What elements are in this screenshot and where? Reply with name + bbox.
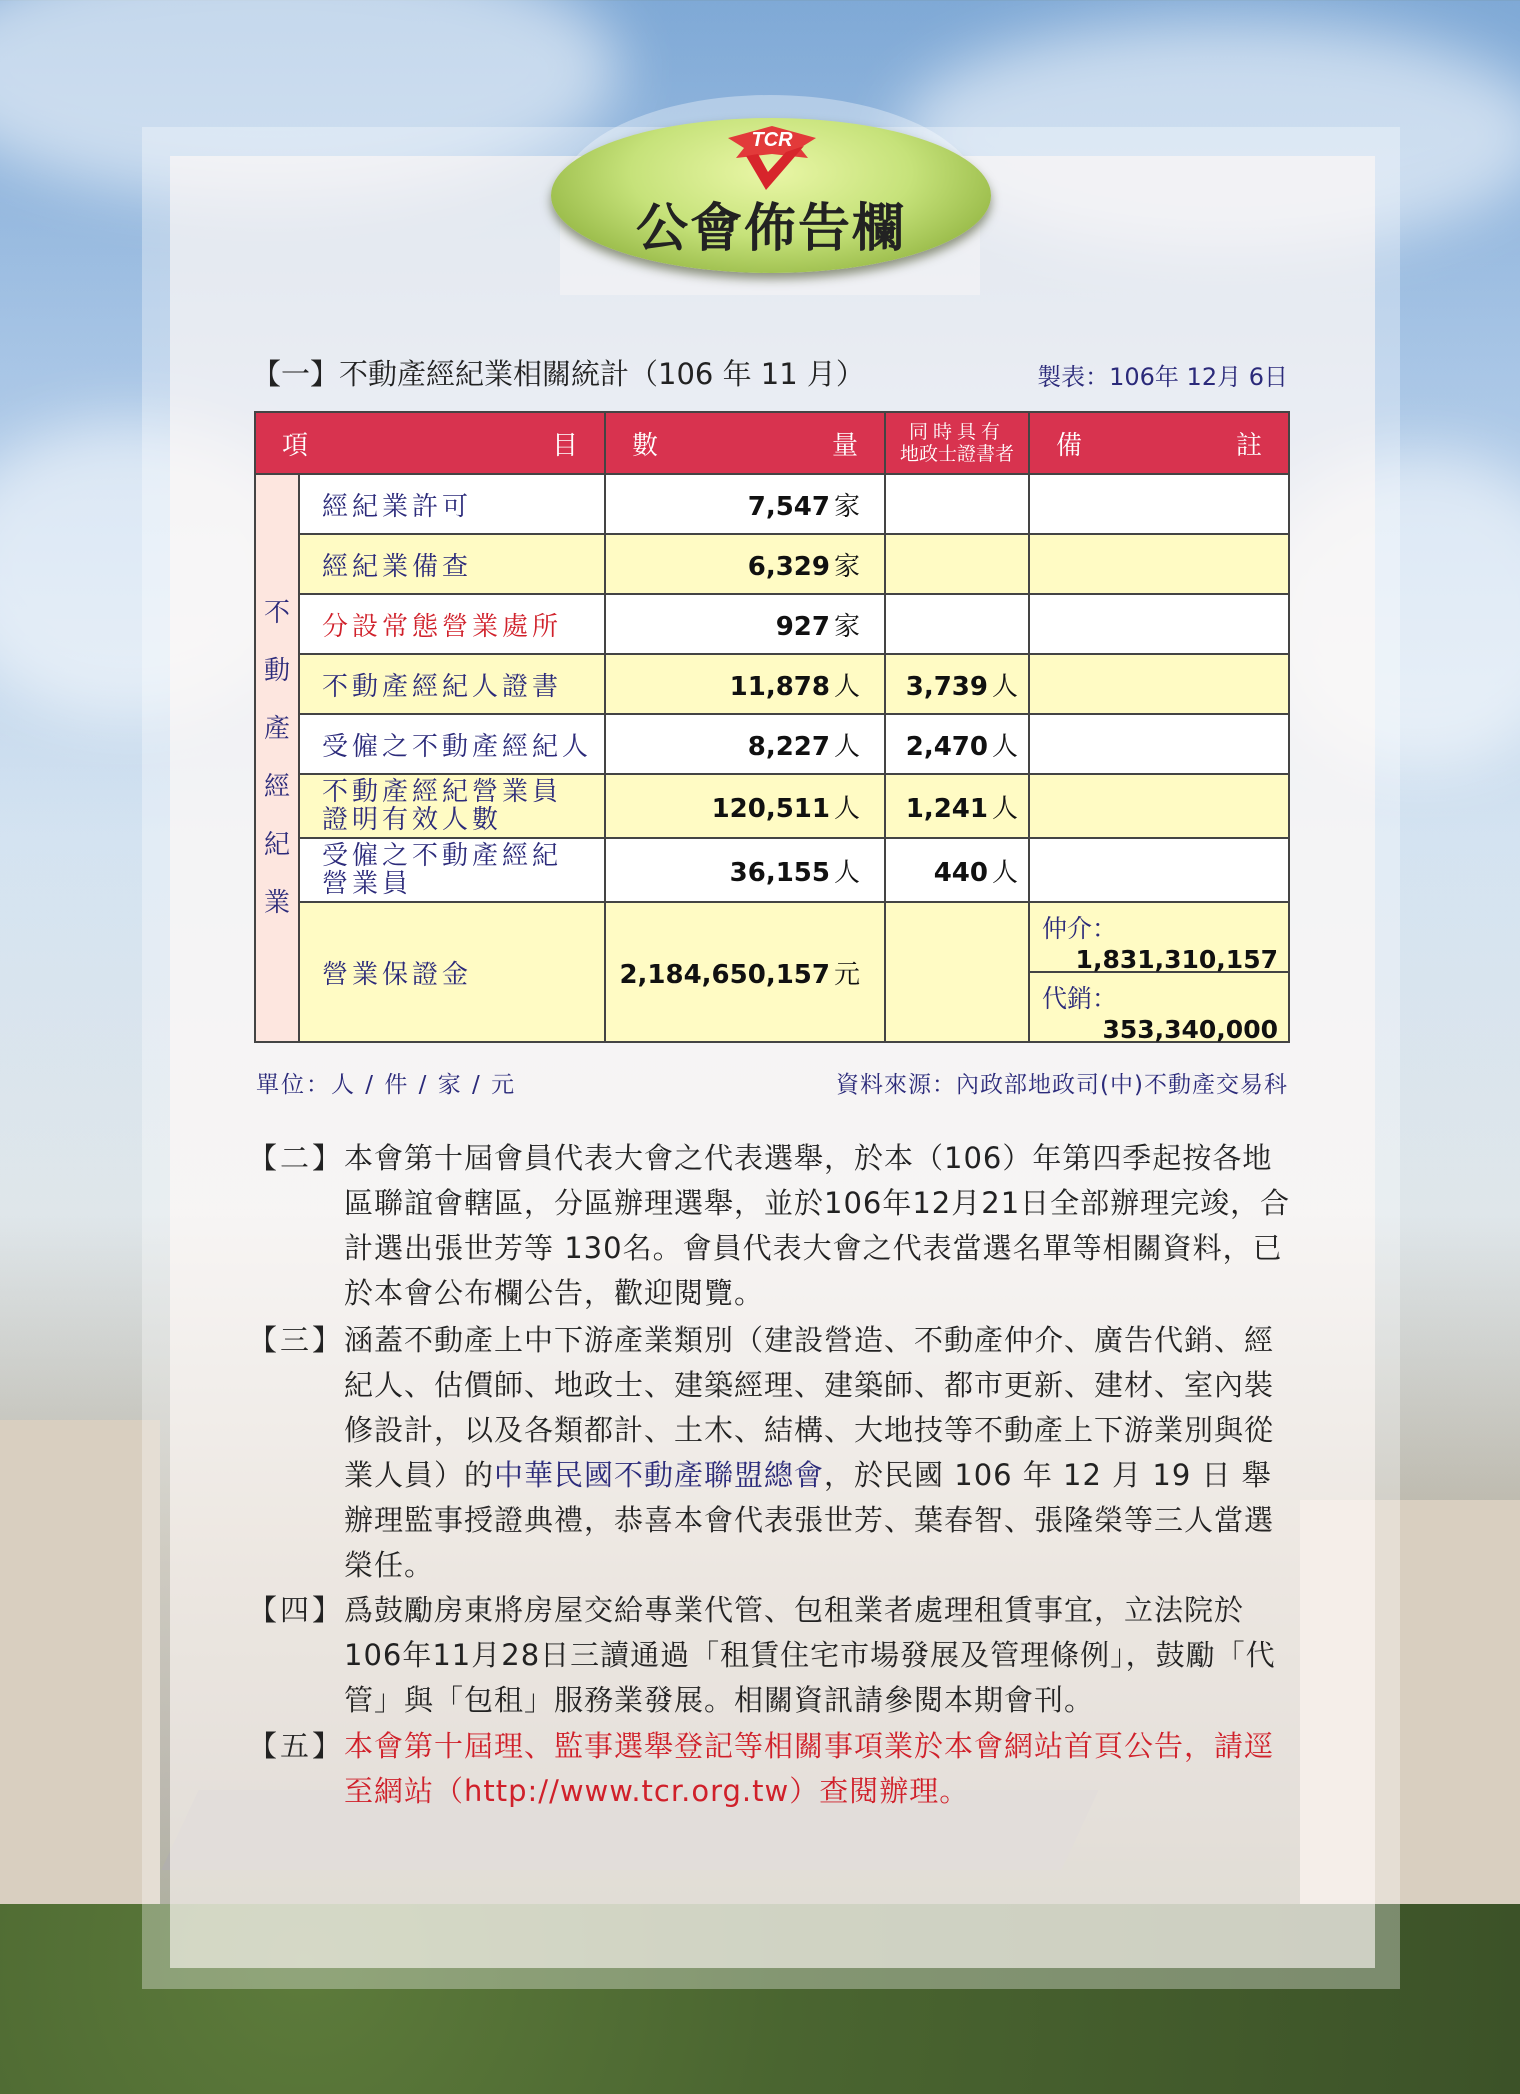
section4-bracket: 【四】 bbox=[248, 1593, 345, 1627]
section3 bbox=[248, 1318, 1293, 1588]
group-label bbox=[255, 474, 299, 1042]
header-qty-left: 數 bbox=[632, 430, 659, 461]
note-value: 1,831,310,157 bbox=[1075, 945, 1278, 974]
section3-text bbox=[344, 1318, 1293, 1588]
row-qty bbox=[605, 774, 885, 838]
qty-value: 36,155 bbox=[729, 857, 830, 888]
row-qty bbox=[605, 474, 885, 534]
qty-unit: 人 bbox=[833, 793, 860, 824]
qty-value: 927 bbox=[775, 611, 830, 642]
row-item: 受僱之不動產經紀人 bbox=[299, 714, 605, 774]
row-item-line: 證明有效人數 bbox=[322, 805, 503, 835]
qty-unit: 元 bbox=[833, 959, 860, 990]
both-value: 3,739 bbox=[905, 671, 988, 702]
row-note bbox=[1029, 594, 1289, 654]
qty-value: 120,511 bbox=[711, 793, 830, 824]
section2-text: 本會第十屆會員代表大會之代表選舉，於本（106）年第四季起按各地區聯誼會轄區，分區辦理選舉，並於106年12月21日全部辦理完竣，合計選出張世芳等 130名。會員代表大會之代表當選名單等相關資料，已於本會公布欄公告，歡迎閱覽。 bbox=[344, 1141, 1291, 1310]
section5-text: 本會第十屆理、監事選舉登記等相關事項業於本會網站首頁公告，請逕至網站（http://www.tcr.org.tw）查閱辦理。 bbox=[344, 1729, 1275, 1808]
header-item-left: 項 bbox=[282, 430, 309, 461]
table-header-row bbox=[255, 412, 1289, 474]
row-note bbox=[1029, 714, 1289, 774]
section3-text-after: ，於民國 106 年 12 月 19 日 舉辦理監事授證典禮，恭喜本會代表張世芳、葉春智、張隆榮等三人當選榮任。 bbox=[344, 1458, 1275, 1582]
row-item: 經紀業許可 bbox=[299, 474, 605, 534]
qty-unit: 家 bbox=[833, 551, 860, 582]
table-row bbox=[255, 714, 1289, 774]
group-label-char: 經 bbox=[263, 772, 290, 802]
section4-text: 爲鼓勵房東將房屋交給專業代管、包租業者處理租賃事宜，立法院於106年11月28日三讀通過「租賃住宅市場發展及管理條例」，鼓勵「代管」與「包租」服務業發展。相關資訊請參閱本期會刊。 bbox=[344, 1593, 1276, 1717]
both-unit: 人 bbox=[991, 793, 1018, 824]
section5-bracket: 【五】 bbox=[248, 1729, 345, 1763]
row-both bbox=[885, 774, 1029, 838]
header-note-left: 備 bbox=[1056, 430, 1083, 461]
row-item bbox=[299, 774, 605, 838]
section4 bbox=[248, 1588, 1293, 1723]
qty-unit: 人 bbox=[833, 857, 860, 888]
row-item-line: 受僱之不動產經紀 bbox=[322, 841, 563, 871]
section2-bracket: 【二】 bbox=[248, 1141, 345, 1175]
both-value: 440 bbox=[933, 857, 988, 888]
table-row bbox=[255, 774, 1289, 838]
section1-title: 【一】不動產經紀業相關統計（106 年 11 月） bbox=[252, 357, 865, 391]
section3-org-name: 中華民國不動產聯盟總會 bbox=[494, 1458, 825, 1492]
group-label-char: 紀 bbox=[263, 830, 290, 860]
row-both bbox=[885, 654, 1029, 714]
header-note bbox=[1029, 412, 1289, 474]
row-both bbox=[885, 714, 1029, 774]
header-qty-right: 量 bbox=[831, 430, 858, 461]
row-item: 分設常態營業處所 bbox=[299, 594, 605, 654]
qty-value: 8,227 bbox=[747, 731, 830, 762]
group-label-char: 動 bbox=[263, 656, 290, 686]
row-item: 不動產經紀人證書 bbox=[299, 654, 605, 714]
row-both bbox=[885, 902, 1029, 1042]
row-qty bbox=[605, 838, 885, 902]
row-both bbox=[885, 534, 1029, 594]
row-both bbox=[885, 838, 1029, 902]
header-both-line2: 地政士證書者 bbox=[899, 443, 1014, 465]
board-title: 公會佈告欄 bbox=[635, 199, 906, 259]
both-value: 2,470 bbox=[905, 731, 988, 762]
section2 bbox=[248, 1136, 1293, 1316]
made-date: 製表：106年 12月 6日 bbox=[1037, 363, 1288, 391]
qty-value: 2,184,650,157 bbox=[619, 959, 830, 990]
row-note bbox=[1029, 902, 1289, 1042]
table-row bbox=[255, 594, 1289, 654]
header-both bbox=[885, 412, 1029, 474]
table-row-bond bbox=[255, 902, 1289, 1042]
note-value: 353,340,000 bbox=[1102, 1015, 1278, 1044]
house-background bbox=[0, 1420, 160, 1980]
row-both bbox=[885, 474, 1029, 534]
table-row bbox=[255, 534, 1289, 594]
qty-unit: 人 bbox=[833, 671, 860, 702]
row-note bbox=[1029, 534, 1289, 594]
row-note bbox=[1029, 654, 1289, 714]
header-note-right: 註 bbox=[1235, 430, 1262, 461]
statistics-table bbox=[254, 411, 1290, 1043]
row-qty bbox=[605, 902, 885, 1042]
note-brokerage bbox=[1030, 903, 1288, 973]
tcr-logo-text: TCR bbox=[751, 129, 793, 151]
header-qty bbox=[605, 412, 885, 474]
row-note bbox=[1029, 774, 1289, 838]
note-label: 仲介： bbox=[1042, 914, 1118, 943]
qty-unit: 家 bbox=[833, 611, 860, 642]
row-both bbox=[885, 594, 1029, 654]
both-unit: 人 bbox=[991, 671, 1018, 702]
note-agency bbox=[1030, 973, 1288, 1044]
row-qty bbox=[605, 534, 885, 594]
group-label-char: 不 bbox=[263, 598, 290, 628]
table-row bbox=[255, 654, 1289, 714]
table-row bbox=[255, 474, 1289, 534]
qty-value: 11,878 bbox=[729, 671, 830, 702]
header-both-line1: 同時具有 bbox=[908, 421, 1005, 443]
qty-value: 6,329 bbox=[747, 551, 830, 582]
row-item-line: 不動產經紀營業員 bbox=[322, 777, 563, 807]
header-item-right: 目 bbox=[551, 430, 578, 461]
row-qty bbox=[605, 714, 885, 774]
qty-value: 7,547 bbox=[747, 491, 830, 522]
section3-bracket: 【三】 bbox=[248, 1323, 345, 1357]
both-unit: 人 bbox=[991, 857, 1018, 888]
unit-text: 單位：人 / 件 / 家 / 元 bbox=[256, 1072, 517, 1098]
row-note bbox=[1029, 474, 1289, 534]
both-value: 1,241 bbox=[905, 793, 988, 824]
row-item bbox=[299, 838, 605, 902]
note-label: 代銷： bbox=[1042, 984, 1118, 1013]
tcr-logo bbox=[712, 124, 832, 194]
section3-text-before: 涵蓋不動產上中下游產業類別（建設營造、不動產仲介、廣告代銷、經紀人、估價師、地政士、建築經理、建築師、都市更新、建材、室內裝修設計，以及各類都計、土木、結構、大地技等不動產上下游業別與從業人員）的 bbox=[344, 1323, 1275, 1492]
row-item: 經紀業備查 bbox=[299, 534, 605, 594]
row-item: 營業保證金 bbox=[299, 902, 605, 1042]
header-item bbox=[255, 412, 605, 474]
row-qty bbox=[605, 594, 885, 654]
both-unit: 人 bbox=[991, 731, 1018, 762]
row-qty bbox=[605, 654, 885, 714]
source-text: 資料來源：內政部地政司(中)不動產交易科 bbox=[836, 1072, 1288, 1098]
row-note bbox=[1029, 838, 1289, 902]
row-item-line: 營業員 bbox=[322, 869, 413, 899]
qty-unit: 人 bbox=[833, 731, 860, 762]
group-label-char: 產 bbox=[263, 714, 290, 744]
table-row bbox=[255, 838, 1289, 902]
group-label-char: 業 bbox=[263, 888, 290, 918]
qty-unit: 家 bbox=[833, 491, 860, 522]
section5 bbox=[248, 1724, 1293, 1814]
